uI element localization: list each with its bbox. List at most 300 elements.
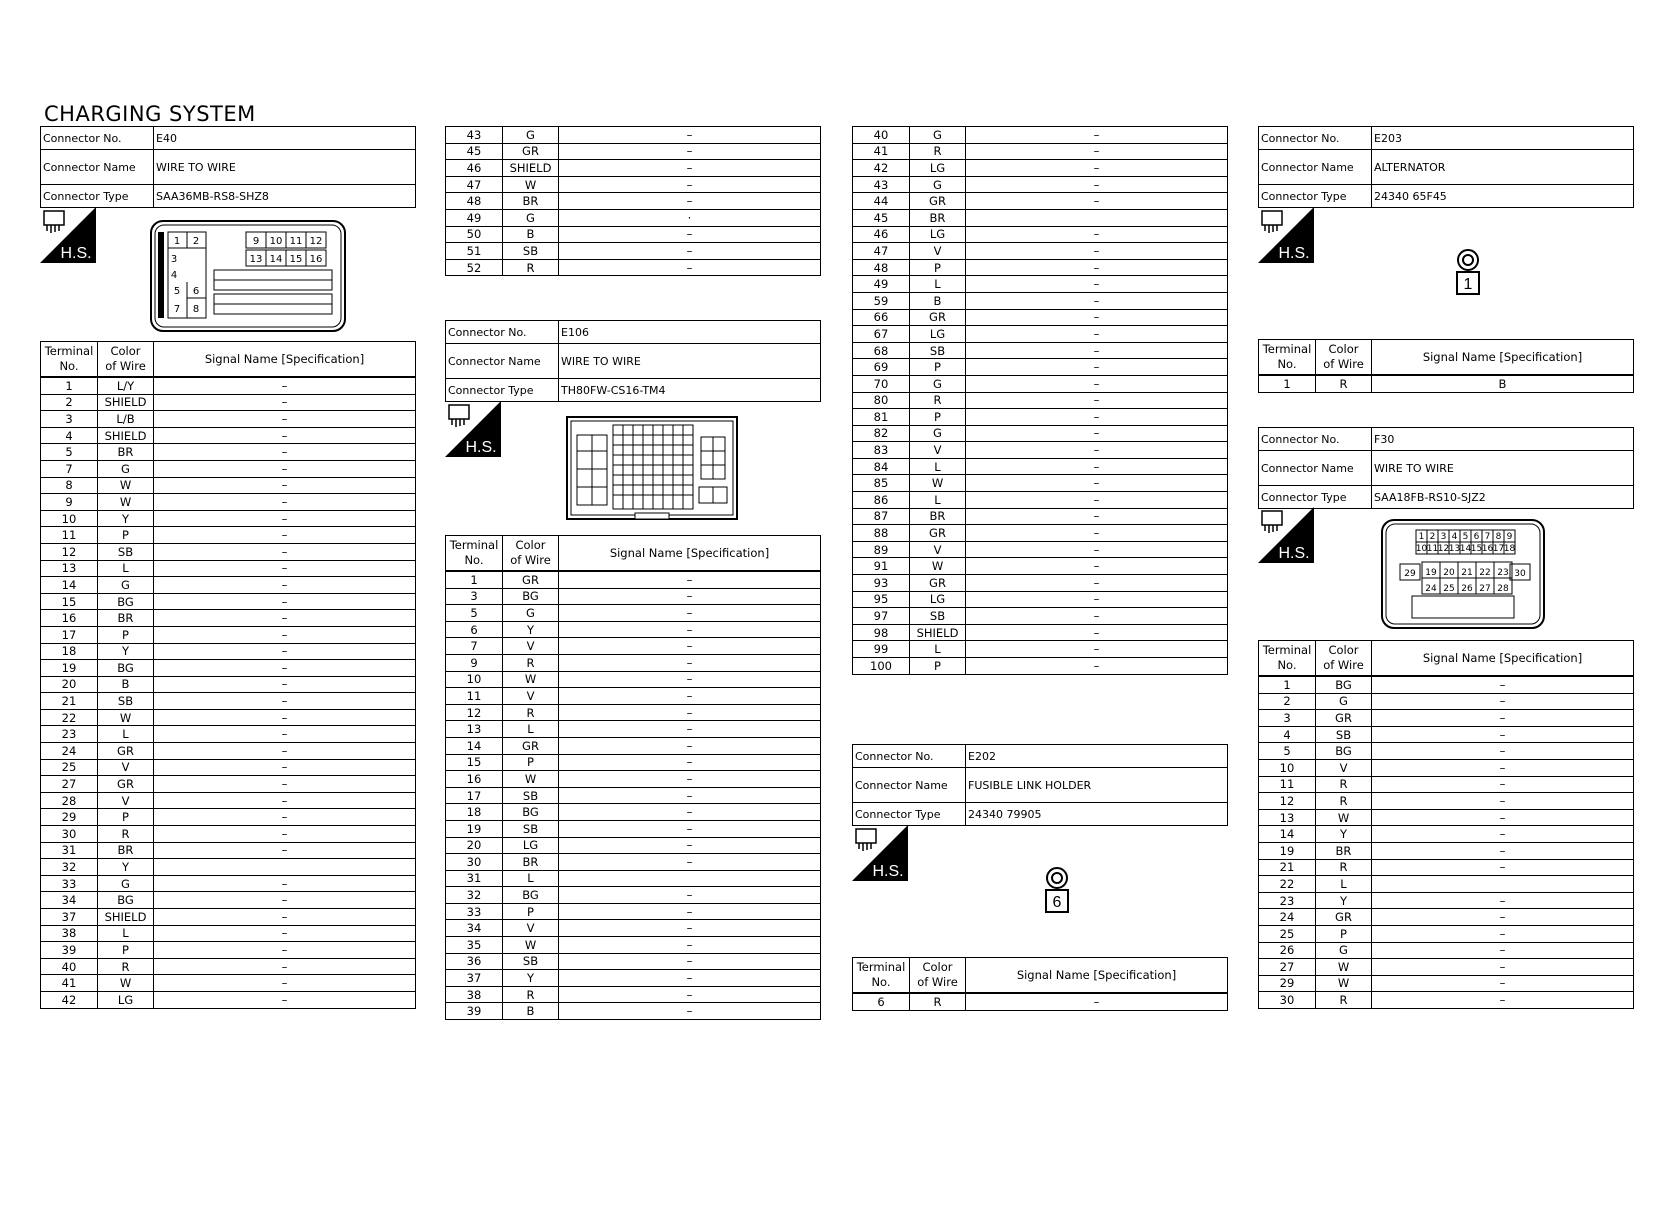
terminal-no-cell: 12 xyxy=(446,704,503,721)
terminal-no-cell: 91 xyxy=(853,558,910,575)
signal-name-cell: – xyxy=(966,658,1228,675)
terminal-no-cell: 24 xyxy=(41,743,98,760)
table-row xyxy=(1259,676,1634,693)
connector-name-value: WIRE TO WIRE xyxy=(559,344,821,379)
signal-name-cell: – xyxy=(966,492,1228,509)
pin-row-3 xyxy=(1422,578,1512,594)
terminal-no-cell: 11 xyxy=(446,688,503,705)
signal-name-cell: – xyxy=(966,259,1228,276)
wire-color-cell: W xyxy=(910,558,966,575)
wire-color-cell: R xyxy=(98,958,154,975)
connector-e202-terminal-diagram xyxy=(1042,866,1072,916)
connector-type-label: Connector Type xyxy=(1259,185,1372,208)
hs-label: H.S. xyxy=(60,245,92,262)
terminal-no-cell: 84 xyxy=(853,458,910,475)
signal-name-cell: – xyxy=(559,771,821,788)
signal-name-cell: – xyxy=(966,558,1228,575)
wire-color-cell: G xyxy=(98,577,154,594)
signal-name-cell: – xyxy=(1372,909,1634,926)
wire-color-cell: BR xyxy=(98,444,154,461)
terminal-no-cell: 28 xyxy=(41,792,98,809)
table-row xyxy=(1259,375,1634,392)
column-3-top xyxy=(852,126,1228,675)
wire-color-cell: SB xyxy=(98,693,154,710)
wire-color-cell: G xyxy=(503,605,559,622)
signal-name-cell: – xyxy=(559,970,821,987)
signal-name-cell: – xyxy=(966,276,1228,293)
table-row xyxy=(446,754,821,771)
table-row xyxy=(1259,826,1634,843)
signal-name-cell: – xyxy=(154,975,416,992)
connector-type-value: TH80FW-CS16-TM4 xyxy=(559,379,821,402)
table-row xyxy=(446,837,821,854)
terminal-no-cell: 45 xyxy=(853,209,910,226)
signal-name-cell: – xyxy=(966,226,1228,243)
signal-name-cell: · xyxy=(559,209,821,226)
wire-color-cell: L xyxy=(503,721,559,738)
pin-row-2 xyxy=(1422,562,1512,578)
signal-name-cell: – xyxy=(154,693,416,710)
pin-label: 15 xyxy=(289,254,303,265)
table-row xyxy=(446,771,821,788)
terminal-no-cell: 82 xyxy=(853,425,910,442)
table-row xyxy=(853,160,1228,177)
terminal-no-cell: 33 xyxy=(41,875,98,892)
terminal-no-cell: 38 xyxy=(446,986,503,1003)
column-2 xyxy=(445,320,821,402)
terminal-no-cell: 42 xyxy=(853,160,910,177)
wire-color-cell: BR xyxy=(503,854,559,871)
wire-color-cell: GR xyxy=(1316,909,1372,926)
table-row xyxy=(853,176,1228,193)
table-row xyxy=(853,409,1228,426)
terminal-no-cell: 100 xyxy=(853,658,910,675)
terminal-no-cell: 9 xyxy=(446,654,503,671)
signal-name-cell: – xyxy=(559,737,821,754)
hs-icon xyxy=(40,207,96,263)
terminal-no-cell: 48 xyxy=(853,259,910,276)
terminal-no-cell: 22 xyxy=(41,709,98,726)
signal-name-cell: – xyxy=(559,243,821,260)
table-row xyxy=(446,588,821,605)
table-row xyxy=(1259,992,1634,1009)
table-row xyxy=(446,605,821,622)
wire-color-cell: R xyxy=(910,993,966,1010)
signal-name-cell: – xyxy=(1372,710,1634,727)
signal-name-cell: – xyxy=(154,494,416,511)
connector-type-value: 24340 65F45 xyxy=(1372,185,1634,208)
connector-no-value: E202 xyxy=(966,745,1228,768)
pin-label: 13 xyxy=(249,254,263,265)
table-row xyxy=(853,541,1228,558)
terminal-no-cell: 7 xyxy=(446,638,503,655)
terminal-no-cell: 31 xyxy=(446,870,503,887)
wire-color-cell: L xyxy=(910,492,966,509)
signal-name-cell: – xyxy=(1372,676,1634,693)
signal-name-cell: – xyxy=(559,671,821,688)
terminal-number: 1 xyxy=(1463,276,1473,293)
connector-name-label: Connector Name xyxy=(446,344,559,379)
table-row xyxy=(853,276,1228,293)
signal-name-cell: – xyxy=(559,621,821,638)
terminal-no-cell: 30 xyxy=(446,854,503,871)
signal-name-cell: – xyxy=(154,759,416,776)
signal-name-cell: – xyxy=(966,525,1228,542)
wire-color-cell: LG xyxy=(910,326,966,343)
signal-name-cell: – xyxy=(559,754,821,771)
terminal-no-cell: 12 xyxy=(41,543,98,560)
color-header: Color of Wire xyxy=(98,342,154,378)
wire-color-cell: SB xyxy=(910,608,966,625)
wire-color-cell: V xyxy=(98,759,154,776)
pin-label: 7 xyxy=(173,304,181,315)
table-row xyxy=(853,226,1228,243)
wire-color-cell: P xyxy=(910,409,966,426)
terminal-no-cell: 18 xyxy=(446,804,503,821)
table-row xyxy=(446,671,821,688)
table-row xyxy=(41,859,416,876)
signal-name-cell: – xyxy=(559,143,821,160)
signal-header: Signal Name [Specification] xyxy=(1372,340,1634,376)
wire-color-cell: W xyxy=(1316,959,1372,976)
pin-label: 14 xyxy=(1459,544,1472,554)
wire-color-cell: R xyxy=(1316,776,1372,793)
pin-label: 9 xyxy=(252,236,260,247)
table-row xyxy=(41,610,416,627)
wire-color-cell: P xyxy=(910,259,966,276)
wire-color-cell: SHIELD xyxy=(910,624,966,641)
wire-color-cell: L/Y xyxy=(98,377,154,394)
wire-color-cell: GR xyxy=(910,309,966,326)
table-row xyxy=(41,726,416,743)
signal-name-cell: – xyxy=(559,953,821,970)
table-row xyxy=(446,160,821,177)
wire-color-cell: W xyxy=(910,475,966,492)
signal-name-cell: – xyxy=(154,560,416,577)
terminal-no-cell: 44 xyxy=(853,193,910,210)
wire-color-cell: G xyxy=(98,875,154,892)
terminal-no-cell: 14 xyxy=(41,577,98,594)
signal-name-cell: – xyxy=(966,591,1228,608)
connector-no-label: Connector No. xyxy=(41,127,154,150)
pin-label: 11 xyxy=(1426,544,1439,554)
wire-table-e202 xyxy=(852,957,1228,1011)
signal-name-cell: – xyxy=(154,643,416,660)
connector-name-value: FUSIBLE LINK HOLDER xyxy=(966,768,1228,803)
signal-name-cell: – xyxy=(154,477,416,494)
terminal-no-cell: 8 xyxy=(41,477,98,494)
terminal-no-cell: 70 xyxy=(853,375,910,392)
wire-color-cell: R xyxy=(1316,375,1372,392)
wire-color-cell: P xyxy=(910,359,966,376)
terminal-no-cell: 86 xyxy=(853,492,910,509)
signal-name-cell: – xyxy=(559,588,821,605)
connector-f30-header xyxy=(1258,427,1634,509)
hs-icon xyxy=(1258,507,1314,563)
connector-e203-header xyxy=(1258,126,1634,208)
table-row xyxy=(853,508,1228,525)
table-row xyxy=(41,809,416,826)
terminal-no-cell: 67 xyxy=(853,326,910,343)
wire-color-cell: SB xyxy=(98,543,154,560)
signal-name-cell: – xyxy=(559,704,821,721)
table-row xyxy=(446,226,821,243)
terminal-no-cell: 5 xyxy=(1259,743,1316,760)
wire-color-cell: SB xyxy=(1316,726,1372,743)
wire-color-cell: GR xyxy=(910,525,966,542)
table-row xyxy=(1259,925,1634,942)
table-row xyxy=(41,776,416,793)
column-4-table-1 xyxy=(1258,339,1634,393)
table-row xyxy=(853,624,1228,641)
signal-name-cell: – xyxy=(966,608,1228,625)
terminal-no-cell: 41 xyxy=(41,975,98,992)
table-row xyxy=(853,359,1228,376)
wire-color-cell: SB xyxy=(503,243,559,260)
signal-name-cell: – xyxy=(1372,809,1634,826)
pin-label: 19 xyxy=(1425,568,1437,578)
terminal-no-cell: 47 xyxy=(446,176,503,193)
table-row xyxy=(853,658,1228,675)
signal-name-cell: – xyxy=(154,377,416,394)
wire-table-e106-continued xyxy=(852,126,1228,675)
signal-name-cell: – xyxy=(559,937,821,954)
wire-color-cell: L xyxy=(910,641,966,658)
wire-color-cell: BG xyxy=(98,892,154,909)
signal-name-cell: – xyxy=(154,411,416,428)
signal-name-cell: – xyxy=(559,193,821,210)
signal-name-cell: – xyxy=(559,226,821,243)
wire-color-cell: P xyxy=(503,903,559,920)
table-row xyxy=(853,425,1228,442)
terminal-no-cell: 10 xyxy=(1259,759,1316,776)
signal-name-cell: – xyxy=(559,127,821,144)
table-row xyxy=(41,560,416,577)
terminal-no-cell: 30 xyxy=(41,826,98,843)
signal-name-cell: – xyxy=(1372,759,1634,776)
terminal-no-cell: 10 xyxy=(446,671,503,688)
wire-color-cell: B xyxy=(503,226,559,243)
signal-name-cell: – xyxy=(154,394,416,411)
wire-color-cell: R xyxy=(503,704,559,721)
pin-label: 26 xyxy=(1461,584,1473,594)
table-row xyxy=(41,626,416,643)
signal-name-cell: – xyxy=(966,442,1228,459)
pin-label: 5 xyxy=(173,286,181,297)
signal-name-cell: – xyxy=(1372,992,1634,1009)
signal-name-cell: – xyxy=(154,444,416,461)
wire-color-cell: P xyxy=(98,942,154,959)
table-row xyxy=(1259,809,1634,826)
wire-color-cell: GR xyxy=(1316,710,1372,727)
terminal-no-cell: 59 xyxy=(853,292,910,309)
wire-color-cell: R xyxy=(503,986,559,1003)
terminal-header: Terminal No. xyxy=(853,958,910,994)
table-row xyxy=(41,709,416,726)
table-row xyxy=(446,127,821,144)
pin-label: 20 xyxy=(1443,568,1455,578)
connector-no-value: E40 xyxy=(154,127,416,150)
table-row xyxy=(41,693,416,710)
pin-label: 11 xyxy=(289,236,303,247)
terminal-no-cell: 23 xyxy=(1259,892,1316,909)
wire-color-cell: LG xyxy=(910,226,966,243)
signal-name-cell: – xyxy=(966,127,1228,144)
signal-name-cell: – xyxy=(966,342,1228,359)
wire-color-cell: GR xyxy=(910,575,966,592)
table-row xyxy=(41,494,416,511)
table-row xyxy=(446,937,821,954)
wire-color-cell: SHIELD xyxy=(98,427,154,444)
terminal-no-cell: 35 xyxy=(446,937,503,954)
signal-name-cell: – xyxy=(154,660,416,677)
table-row xyxy=(446,654,821,671)
connector-no-label: Connector No. xyxy=(853,745,966,768)
wire-color-cell: V xyxy=(910,442,966,459)
connector-no-label: Connector No. xyxy=(1259,127,1372,150)
signal-name-cell: – xyxy=(559,903,821,920)
terminal-no-cell: 3 xyxy=(446,588,503,605)
signal-name-cell: – xyxy=(559,787,821,804)
signal-name-cell: – xyxy=(966,409,1228,426)
terminal-no-cell: 21 xyxy=(41,693,98,710)
wire-color-cell: V xyxy=(910,541,966,558)
pin-label: 8 xyxy=(1495,532,1502,542)
pin-label: 7 xyxy=(1484,532,1491,542)
signal-name-cell: – xyxy=(1372,693,1634,710)
table-row xyxy=(446,704,821,721)
signal-name-cell: – xyxy=(154,676,416,693)
signal-header: Signal Name [Specification] xyxy=(966,958,1228,994)
terminal-no-cell: 83 xyxy=(853,442,910,459)
signal-name-cell: – xyxy=(559,160,821,177)
signal-name-cell: – xyxy=(966,143,1228,160)
signal-name-cell: – xyxy=(154,826,416,843)
terminal-no-cell: 43 xyxy=(446,127,503,144)
table-row xyxy=(446,259,821,276)
pin-label: 1 xyxy=(173,236,181,247)
terminal-no-cell: 19 xyxy=(446,820,503,837)
table-row xyxy=(41,892,416,909)
wire-color-cell: LG xyxy=(910,591,966,608)
wire-color-cell: V xyxy=(910,243,966,260)
signal-name-cell: – xyxy=(559,854,821,871)
pin-label: 29 xyxy=(1404,569,1416,579)
pin-label: 21 xyxy=(1461,568,1473,578)
table-row xyxy=(1259,892,1634,909)
table-row xyxy=(41,743,416,760)
terminal-no-cell: 2 xyxy=(1259,693,1316,710)
signal-name-cell: – xyxy=(966,575,1228,592)
connector-e202-header xyxy=(852,744,1228,826)
wire-color-cell: G xyxy=(910,375,966,392)
wire-color-cell: L xyxy=(910,458,966,475)
signal-name-cell: – xyxy=(966,641,1228,658)
wire-color-cell: G xyxy=(1316,942,1372,959)
table-row xyxy=(446,953,821,970)
table-row xyxy=(41,660,416,677)
wire-color-cell: R xyxy=(503,654,559,671)
connector-no-value: F30 xyxy=(1372,428,1634,451)
terminal-no-cell: 46 xyxy=(853,226,910,243)
terminal-no-cell: 6 xyxy=(446,621,503,638)
terminal-no-cell: 33 xyxy=(446,903,503,920)
wire-color-cell: LG xyxy=(503,837,559,854)
pin-label: 25 xyxy=(1443,584,1455,594)
signal-name-cell: – xyxy=(966,359,1228,376)
terminal-no-cell: 41 xyxy=(853,143,910,160)
table-row xyxy=(853,326,1228,343)
signal-name-cell: – xyxy=(559,804,821,821)
table-row xyxy=(853,392,1228,409)
connector-f30-diagram xyxy=(1380,518,1546,630)
pin-label: 12 xyxy=(1437,544,1450,554)
terminal-no-cell: 32 xyxy=(446,887,503,904)
pin-label: 5 xyxy=(1462,532,1469,542)
wire-color-cell: G xyxy=(503,127,559,144)
color-header: Color of Wire xyxy=(503,536,559,572)
wire-color-cell: G xyxy=(910,176,966,193)
pin-label: 4 xyxy=(1451,532,1458,542)
terminal-no-cell: 12 xyxy=(1259,793,1316,810)
wire-color-cell: BG xyxy=(98,660,154,677)
connector-no-value: E203 xyxy=(1372,127,1634,150)
wire-table-f30 xyxy=(1258,640,1634,1009)
wire-color-cell: BR xyxy=(1316,842,1372,859)
table-row xyxy=(853,193,1228,210)
connector-type-label: Connector Type xyxy=(446,379,559,402)
signal-name-cell: – xyxy=(154,610,416,627)
wire-color-cell: L xyxy=(98,726,154,743)
pin-label: 16 xyxy=(1481,544,1494,554)
wire-color-cell: SB xyxy=(910,342,966,359)
wire-color-cell: SB xyxy=(503,787,559,804)
terminal-no-cell: 22 xyxy=(1259,876,1316,893)
table-row xyxy=(853,127,1228,144)
column-3-table xyxy=(852,957,1228,1011)
table-row xyxy=(41,510,416,527)
signal-name-cell: – xyxy=(154,991,416,1008)
signal-name-cell: – xyxy=(154,909,416,926)
table-row xyxy=(853,475,1228,492)
terminal-no-cell: 47 xyxy=(853,243,910,260)
connector-e203-terminal-diagram xyxy=(1453,248,1483,298)
terminal-no-cell: 23 xyxy=(41,726,98,743)
connector-no-label: Connector No. xyxy=(446,321,559,344)
wire-color-cell: GR xyxy=(98,743,154,760)
column-4-table-2 xyxy=(1258,640,1634,1009)
pin-label: 22 xyxy=(1479,568,1491,578)
table-row xyxy=(446,688,821,705)
terminal-no-cell: 1 xyxy=(1259,375,1316,392)
wire-color-cell: LG xyxy=(98,991,154,1008)
signal-name-cell: – xyxy=(559,820,821,837)
signal-name-cell: – xyxy=(966,993,1228,1010)
table-row xyxy=(446,970,821,987)
terminal-no-cell: 45 xyxy=(446,143,503,160)
table-row xyxy=(853,375,1228,392)
table-row xyxy=(853,143,1228,160)
wire-color-cell: B xyxy=(503,1003,559,1020)
table-row xyxy=(41,460,416,477)
pin-label: 27 xyxy=(1479,584,1491,594)
terminal-no-cell: 51 xyxy=(446,243,503,260)
table-row xyxy=(853,309,1228,326)
signal-name-cell: – xyxy=(559,259,821,276)
wire-color-cell: GR xyxy=(503,737,559,754)
signal-name-cell: – xyxy=(559,887,821,904)
signal-name-cell: – xyxy=(154,626,416,643)
